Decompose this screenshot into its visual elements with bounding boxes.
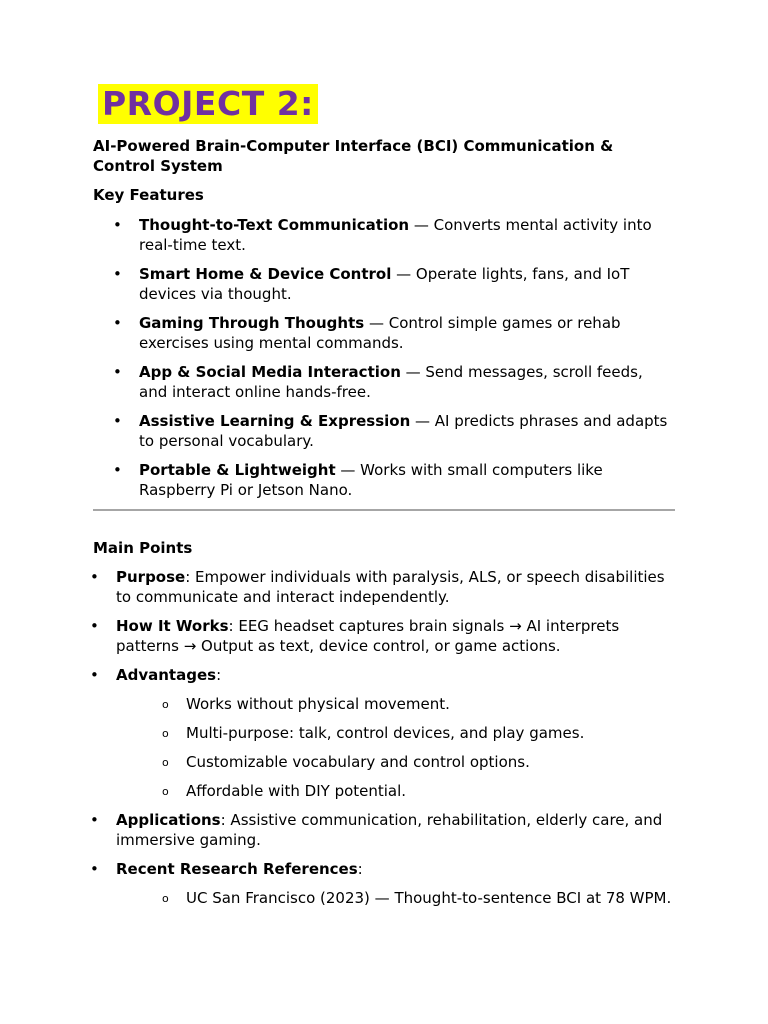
bullet-icon: • (113, 314, 122, 332)
point-description: : Assistive communication, rehabilitation, elderly care, and immersive gaming. (116, 811, 663, 849)
reference-item (93, 888, 675, 908)
feature-item (93, 362, 675, 402)
feature-description: — AI predicts phrases and adapts to personal vocabulary. (139, 412, 668, 450)
key-features-list (93, 215, 675, 500)
feature-description: — Control simple games or rehab exercises using mental commands. (139, 314, 621, 352)
feature-label: Gaming Through Thoughts (139, 314, 365, 332)
point-label: Purpose (116, 568, 186, 586)
point-label: Advantages (116, 666, 217, 684)
project-subtitle: AI-Powered Brain-Computer Interface (BCI) Communication & Control System (93, 137, 614, 175)
bullet-icon: • (113, 216, 122, 234)
advantage-item (93, 723, 675, 743)
bullet-icon: • (90, 568, 99, 586)
point-description: : EEG headset captures brain signals → AI interprets patterns → Output as text, device control, or game actions. (116, 617, 620, 655)
feature-description: — Operate lights, fans, and IoT devices via thought. (139, 265, 630, 303)
feature-description: — Send messages, scroll feeds, and interact online hands-free. (139, 363, 643, 401)
reference-text: UC San Francisco (2023) — Thought-to-sentence BCI at 78 WPM. (186, 889, 672, 907)
feature-item (93, 411, 675, 451)
advantage-text: Affordable with DIY potential. (186, 782, 407, 800)
point-purpose (90, 567, 675, 607)
point-label: How It Works (116, 617, 229, 635)
point-suffix: : (216, 666, 222, 684)
point-description: : Empower individuals with paralysis, ALS, or speech disabilities to communicate and interact independently. (116, 568, 665, 606)
bullet-icon: • (113, 412, 122, 430)
point-label: Recent Research References (116, 860, 358, 878)
circle-bullet-icon: o (162, 785, 169, 798)
key-features-heading: Key Features (93, 186, 204, 204)
bullet-icon: • (113, 265, 122, 283)
advantage-item (93, 694, 675, 714)
feature-label: Smart Home & Device Control (139, 265, 392, 283)
feature-item (93, 460, 675, 500)
feature-item (93, 264, 675, 304)
page-title: PROJECT 2: (98, 84, 318, 124)
horizontal-divider (93, 509, 675, 511)
main-points-heading: Main Points (93, 539, 193, 557)
bullet-icon: • (90, 811, 99, 829)
feature-description: — Converts mental activity into real-time text. (139, 216, 652, 254)
bullet-icon: • (90, 617, 99, 635)
document-page (90, 84, 675, 917)
advantages-sublist (93, 694, 675, 801)
advantage-text: Customizable vocabulary and control options. (186, 753, 530, 771)
bullet-icon: • (90, 666, 99, 684)
feature-label: Assistive Learning & Expression (139, 412, 411, 430)
feature-item (93, 215, 675, 255)
feature-label: Portable & Lightweight (139, 461, 336, 479)
title-block (98, 84, 675, 128)
point-label: Applications (116, 811, 221, 829)
feature-label: App & Social Media Interaction (139, 363, 401, 381)
circle-bullet-icon: o (162, 892, 169, 905)
references-sublist (93, 888, 675, 908)
advantage-item (93, 752, 675, 772)
feature-description: — Works with small computers like Raspberry Pi or Jetson Nano. (139, 461, 603, 499)
advantage-text: Works without physical movement. (186, 695, 450, 713)
circle-bullet-icon: o (162, 756, 169, 769)
point-applications (90, 810, 675, 850)
feature-item (93, 313, 675, 353)
advantage-item (93, 781, 675, 801)
bullet-icon: • (113, 461, 122, 479)
point-how-it-works (90, 616, 675, 656)
point-references (90, 859, 675, 908)
advantage-text: Multi-purpose: talk, control devices, and play games. (186, 724, 585, 742)
bullet-icon: • (113, 363, 122, 381)
point-suffix: : (357, 860, 363, 878)
feature-label: Thought-to-Text Communication (139, 216, 410, 234)
circle-bullet-icon: o (162, 698, 169, 711)
circle-bullet-icon: o (162, 727, 169, 740)
bullet-icon: • (90, 860, 99, 878)
main-points-list (90, 567, 675, 908)
point-advantages (90, 665, 675, 801)
